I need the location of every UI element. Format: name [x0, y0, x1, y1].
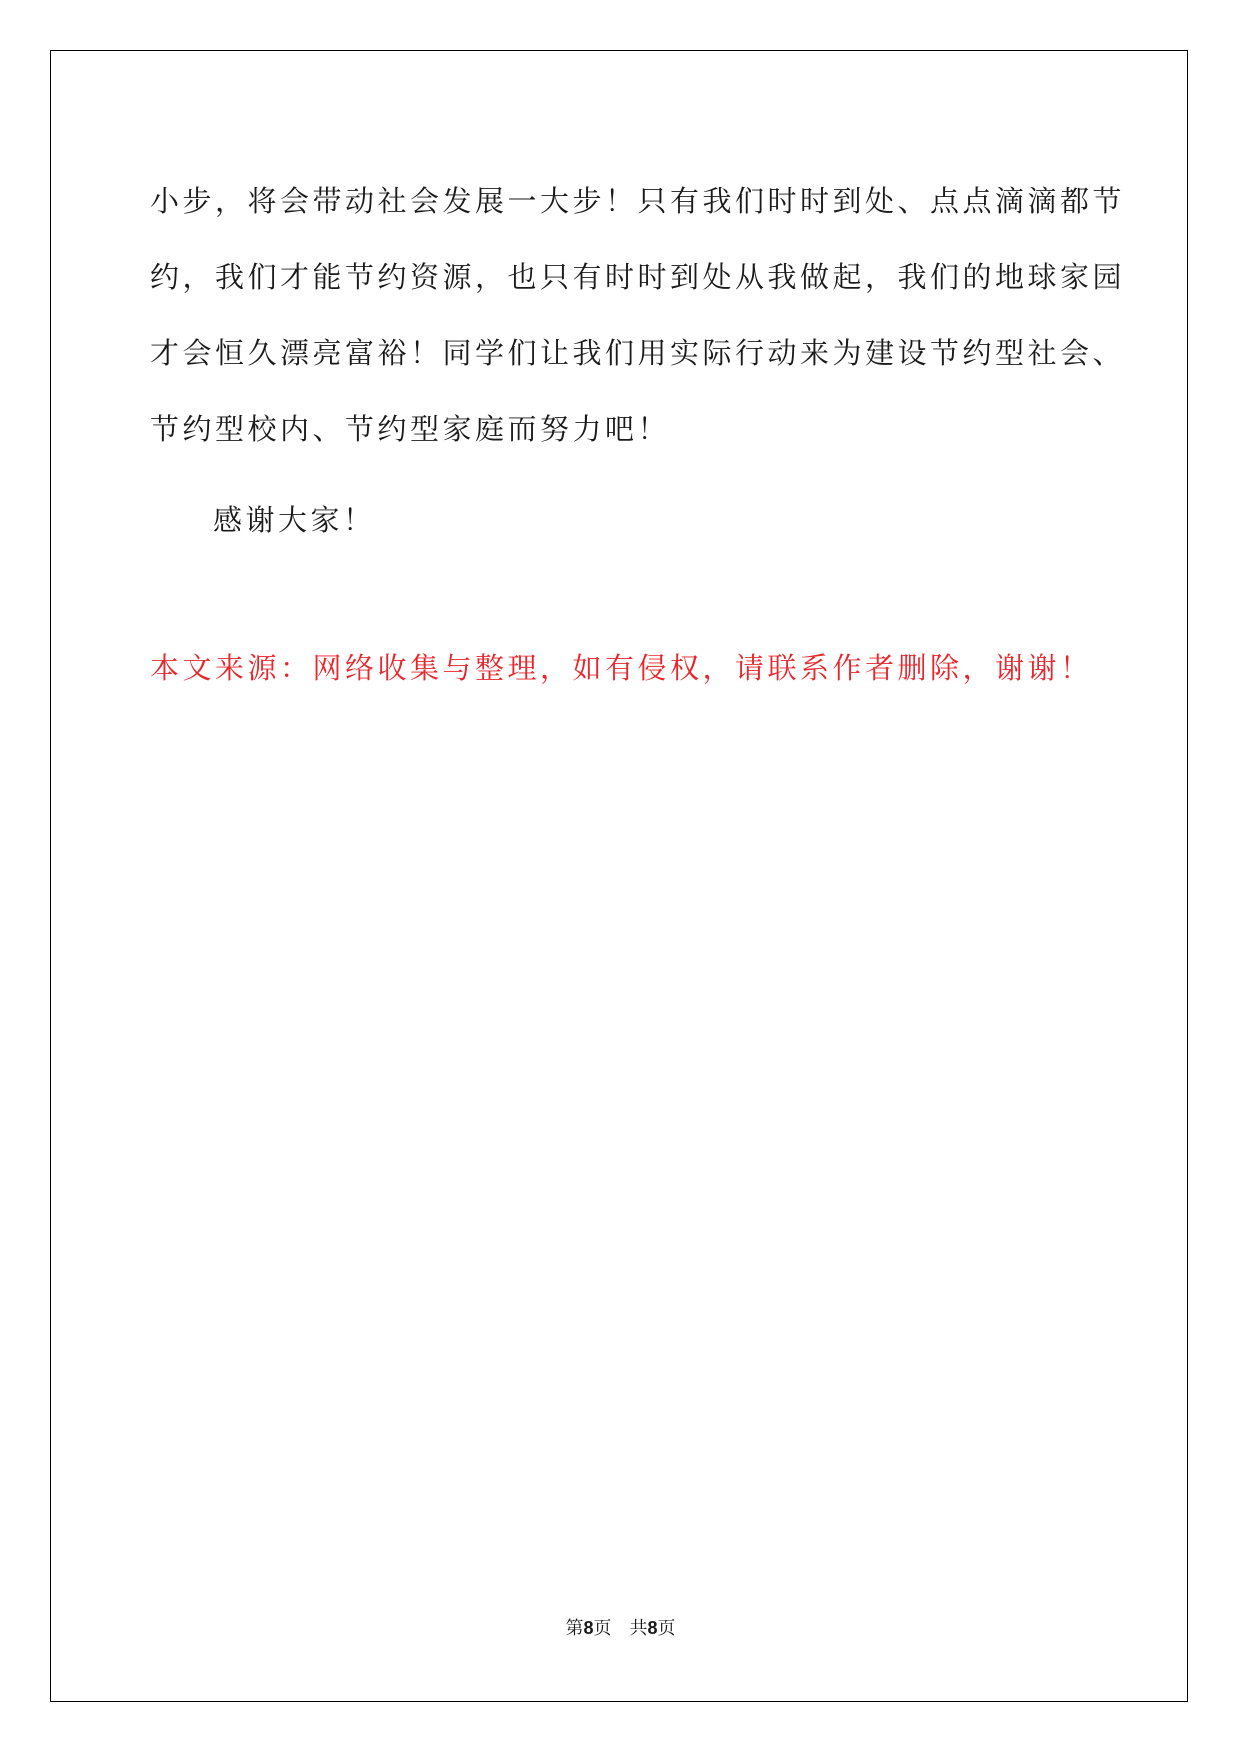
page-number: 8 [583, 1618, 594, 1638]
page-suffix: 页 [593, 1618, 612, 1639]
total-prefix: 共 [629, 1618, 648, 1639]
paragraph-line-3: 才会恒久漂亮富裕！同学们让我们用实际行动来为建设节约型社会、 [150, 336, 1126, 370]
page-footer [0, 1614, 1241, 1640]
page-prefix: 第 [565, 1618, 584, 1639]
closing-line: 感谢大家！ [213, 503, 376, 537]
paragraph-line-1: 小步，将会带动社会发展一大步！只有我们时时到处、点点滴滴都节 [150, 184, 1126, 218]
body-paragraph [150, 163, 1126, 467]
paragraph-line-2: 约，我们才能节约资源，也只有时时到处从我做起，我们的地球家园 [150, 260, 1126, 294]
paragraph-line-4: 节约型校内、节约型家庭而努力吧！ [150, 412, 671, 446]
total-pages: 8 [647, 1618, 658, 1638]
total-suffix: 页 [657, 1618, 676, 1639]
source-note: 本文来源：网络收集与整理，如有侵权，请联系作者删除，谢谢！ [150, 651, 1093, 685]
